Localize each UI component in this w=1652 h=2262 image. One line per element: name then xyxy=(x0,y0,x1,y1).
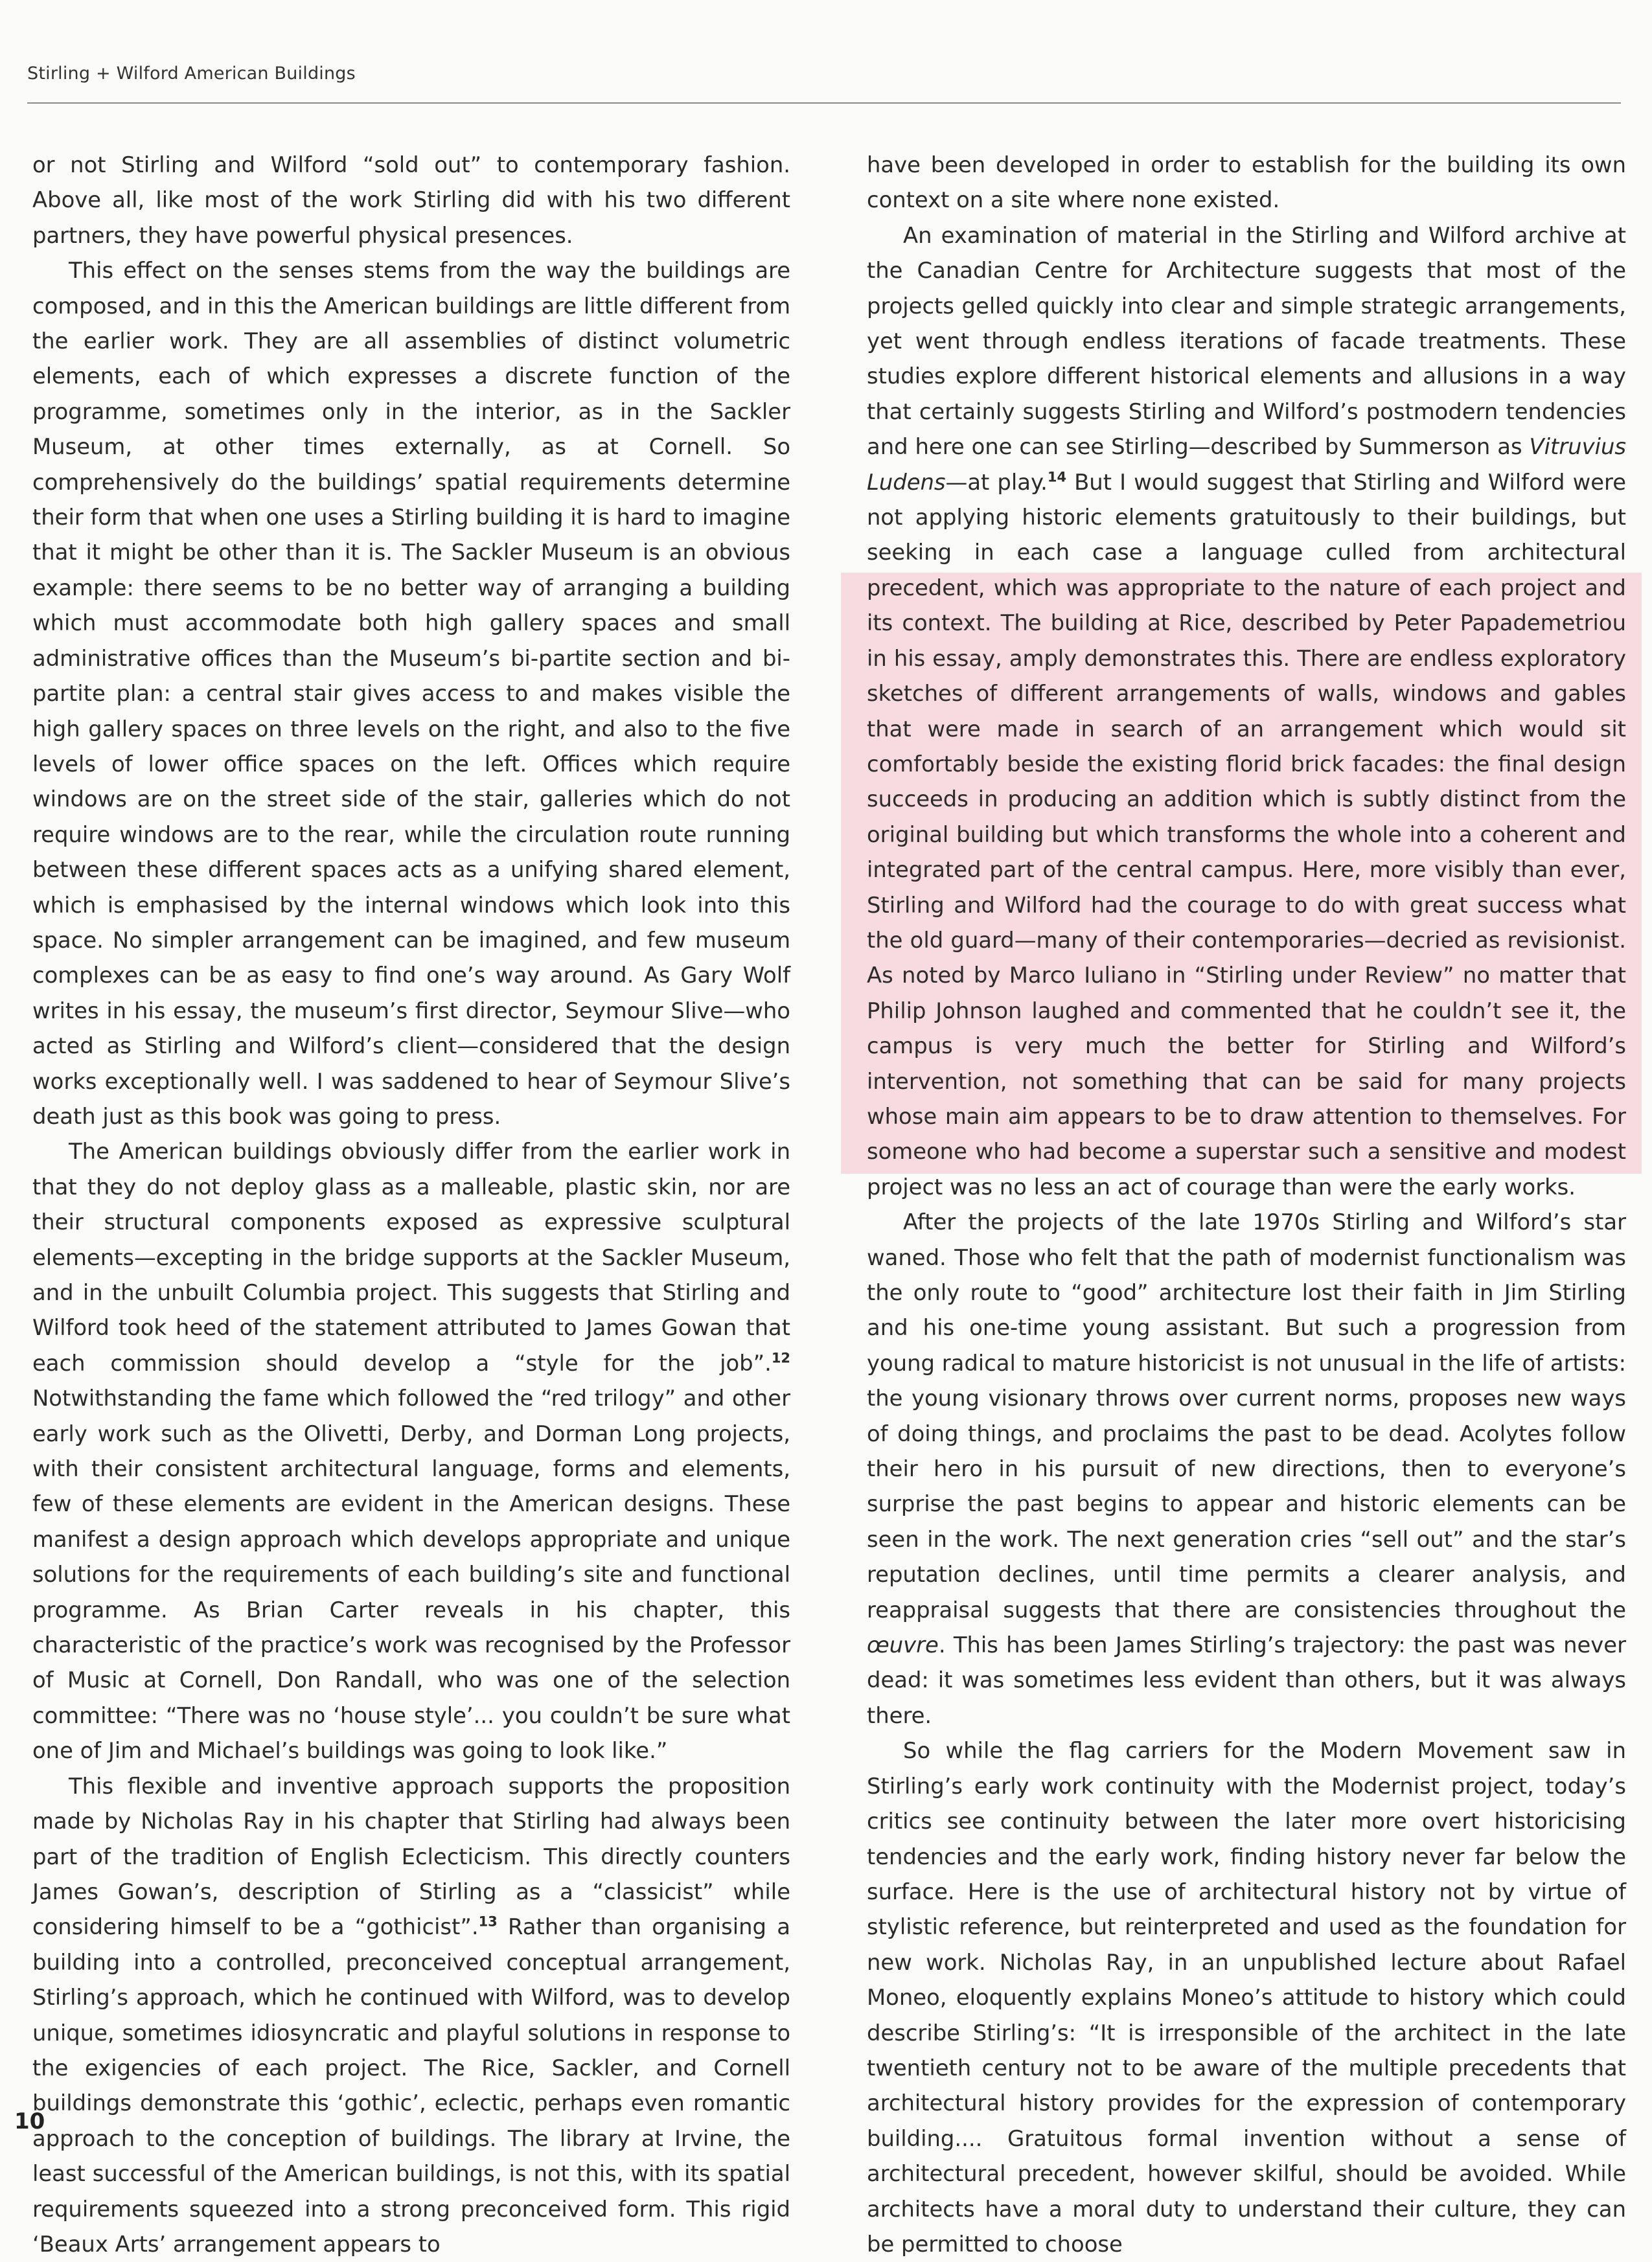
paragraph xyxy=(32,253,790,1134)
paragraph xyxy=(867,1205,1626,1733)
paragraph xyxy=(867,148,1626,218)
paragraph xyxy=(867,1733,1626,2262)
paragraph-text: —at play. xyxy=(945,469,1048,495)
left-column xyxy=(32,148,790,2262)
footnote-ref: 14 xyxy=(1047,469,1067,485)
paragraph-text: An examination of material in the Stirling and Wilford archive at the Canadian Centre for Architecture suggests that most of the projects gelled quickly into clear and simple strategic arrangements, yet went through endless iterations of facade treatments. These studies explore different historical elements and allusions in a way that certainly suggests Stirling and Wilford’s postmodern tendencies and here one can see Stirling—described by Summerson as xyxy=(867,222,1626,460)
paragraph-text: But I would suggest that Stirling and Wilford were not applying historic elements gratuitously to their buildings, but seeking in each case a language culled from architectural precedent, which was appropriate to the nature of each project and its context. The building at Rice, described by Peter Papademetriou in his essay, amply demonstrates this. There are endless exploratory sketches of different arrangements of walls, windows and gables that were made in search of an arrangement which would sit comfortably beside the existing florid brick facades: the final design succeeds in producing an addition which is subtly distinct from the original building but which transforms the whole into a coherent and integrated part of the central campus. Here, more visibly than ever, Stirling and Wilford had the courage to do with great success what the old guard—many of their contemporaries—decried as revisionist. As noted by Marco Iuliano in “Stirling under Review” no matter that Philip Johnson laughed and commented that he couldn’t see it, the campus is very much the better for Stirling and Wilford’s intervention, not something that can be said for many projects whose main aim appears to be to draw attention to themselves. For someone who had become a superstar such a sensitive and modest project was no less an act of courage than were the early works. xyxy=(867,469,1626,1200)
paragraph-text: So while the flag carriers for the Modern Movement saw in Stirling’s early work continuity with the Modernist project, today’s critics see continuity between the later more overt historicising tendencies and the early work, finding history never far below the surface. Here is the use of architectural history not by virtue of stylistic reference, but reinterpreted and used as the foundation for new work. Nicholas Ray, in an unpublished lecture about Rafael Moneo, eloquently explains Moneo’s attitude to history which could describe Stirling’s: “It is irresponsible of the architect in the late twentieth century not to be aware of the multiple precedents that architectural history provides for the expression of contemporary building.... Gratuitous formal invention without a sense of architectural precedent, however skilful, should be avoided. While architects have a moral duty to understand their culture, they can be permitted to choose xyxy=(867,1738,1626,2257)
paragraph-text: The American buildings obviously differ from the earlier work in that they do not deploy glass as a malleable, plastic skin, nor are their structural components exposed as expressive sculptural elements—excepting in the bridge supports at the Sackler Museum, and in the unbuilt Columbia project. This suggests that Stirling and Wilford took heed of the statement attributed to James Gowan that each commission should develop a “style for the job”. xyxy=(32,1139,790,1376)
footnote-ref: 12 xyxy=(771,1350,790,1366)
italic-title: Vitruvius Ludens xyxy=(867,434,1626,495)
running-header: Stirling + Wilford American Buildings xyxy=(27,63,356,84)
paragraph xyxy=(32,1134,790,1768)
paragraph xyxy=(32,148,790,253)
paragraph xyxy=(867,218,1626,1205)
paragraph-text: Rather than organising a building into a controlled, preconceived conceptual arrangement, Stirling’s approach, which he continued with Wilford, was to develop unique, sometimes idiosyncratic and playful solutions in response to the exigencies of each project. The Rice, Sackler, and Cornell buildings demonstrate this ‘gothic’, eclectic, perhaps even romantic approach to the conception of buildings. The library at Irvine, the least successful of the American buildings, is not this, with its spatial requirements squeezed into a strong preconceived form. This rigid ‘Beaux Arts’ arrangement appears to xyxy=(32,1914,791,2257)
paragraph xyxy=(32,1769,790,2262)
paragraph-text: or not Stirling and Wilford “sold out” to contemporary fashion. Above all, like most of the work Stirling did with his two different partners, they have powerful physical presences. xyxy=(32,152,790,248)
paragraph-text: have been developed in order to establish for the building its own context on a site where none existed. xyxy=(867,152,1626,213)
paragraph-text: . This has been James Stirling’s trajectory: the past was never dead: it was sometimes less evident than others, but it was always there. xyxy=(867,1632,1626,1728)
italic-term: œuvre xyxy=(867,1632,939,1658)
paragraph-text: After the projects of the late 1970s Stirling and Wilford’s star waned. Those who felt that the path of modernist functionalism was the only route to “good” architecture lost their faith in Jim Stirling and his one-time young assistant. But such a progression from young radical to mature historicist is not unusual in the life of artists: the young visionary throws over current norms, proposes new ways of doing things, and proclaims the past to be dead. Acolytes follow their hero in his pursuit of new directions, then to everyone’s surprise the past begins to appear and historic elements can be seen in the work. The next generation cries “sell out” and the star’s reputation declines, until time permits a clearer analysis, and reappraisal suggests that there are consistencies throughout the xyxy=(867,1209,1626,1623)
right-column xyxy=(867,148,1626,2262)
header-rule xyxy=(27,102,1621,104)
paragraph-text: Notwithstanding the fame which followed the “red trilogy” and other early work such as the Olivetti, Derby, and Dorman Long projects, with their consistent architectural language, forms and elements, few of these elements are evident in the American designs. These manifest a design approach which develops appropriate and unique solutions for the requirements of each building’s site and functional programme. As Brian Carter reveals in his chapter, this characteristic of the practice’s work was recognised by the Professor of Music at Cornell, Don Randall, who was one of the selection committee: “There was no ‘house style’... you couldn’t be sure what one of Jim and Michael’s buildings was going to look like.” xyxy=(32,1386,790,1764)
footnote-ref: 13 xyxy=(478,1914,498,1930)
paragraph-text: This flexible and inventive approach supports the proposition made by Nicholas Ray in his chapter that Stirling had always been part of the tradition of English Eclecticism. This directly counters James Gowan’s, description of Stirling as a “classicist” while considering himself to be a “gothicist”. xyxy=(32,1773,790,1940)
page-number: 10 xyxy=(14,2108,45,2134)
paragraph-text: This effect on the senses stems from the way the buildings are composed, and in this the American buildings are little different from the earlier work. They are all assemblies of distinct volumetric elements, each of which expresses a discrete function of the programme, sometimes only in the interior, as in the Sackler Museum, at other times externally, as at Cornell. So comprehensively do the buildings’ spatial requirements determine their form that when one uses a Stirling building it is hard to imagine that it might be other than it is. The Sackler Museum is an obvious example: there seems to be no better way of arranging a building which must accommodate both high gallery spaces and small administrative offices than the Museum’s bi-partite section and bi-partite plan: a central stair gives access to and makes visible the high gallery spaces on three levels on the right, and also to the five levels of lower office spaces on the left. Offices which require windows are on the street side of the stair, galleries which do not require windows are to the rear, while the circulation route running between these different spaces acts as a unifying shared element, which is emphasised by the internal windows which look into this space. No simpler arrangement can be imagined, and few museum complexes can be as easy to find one’s way around. As Gary Wolf writes in his essay, the museum’s first director, Seymour Slive—who acted as Stirling and Wilford’s client—considered that the design works exceptionally well. I was saddened to hear of Seymour Slive’s death just as this book was going to press. xyxy=(32,258,790,1129)
